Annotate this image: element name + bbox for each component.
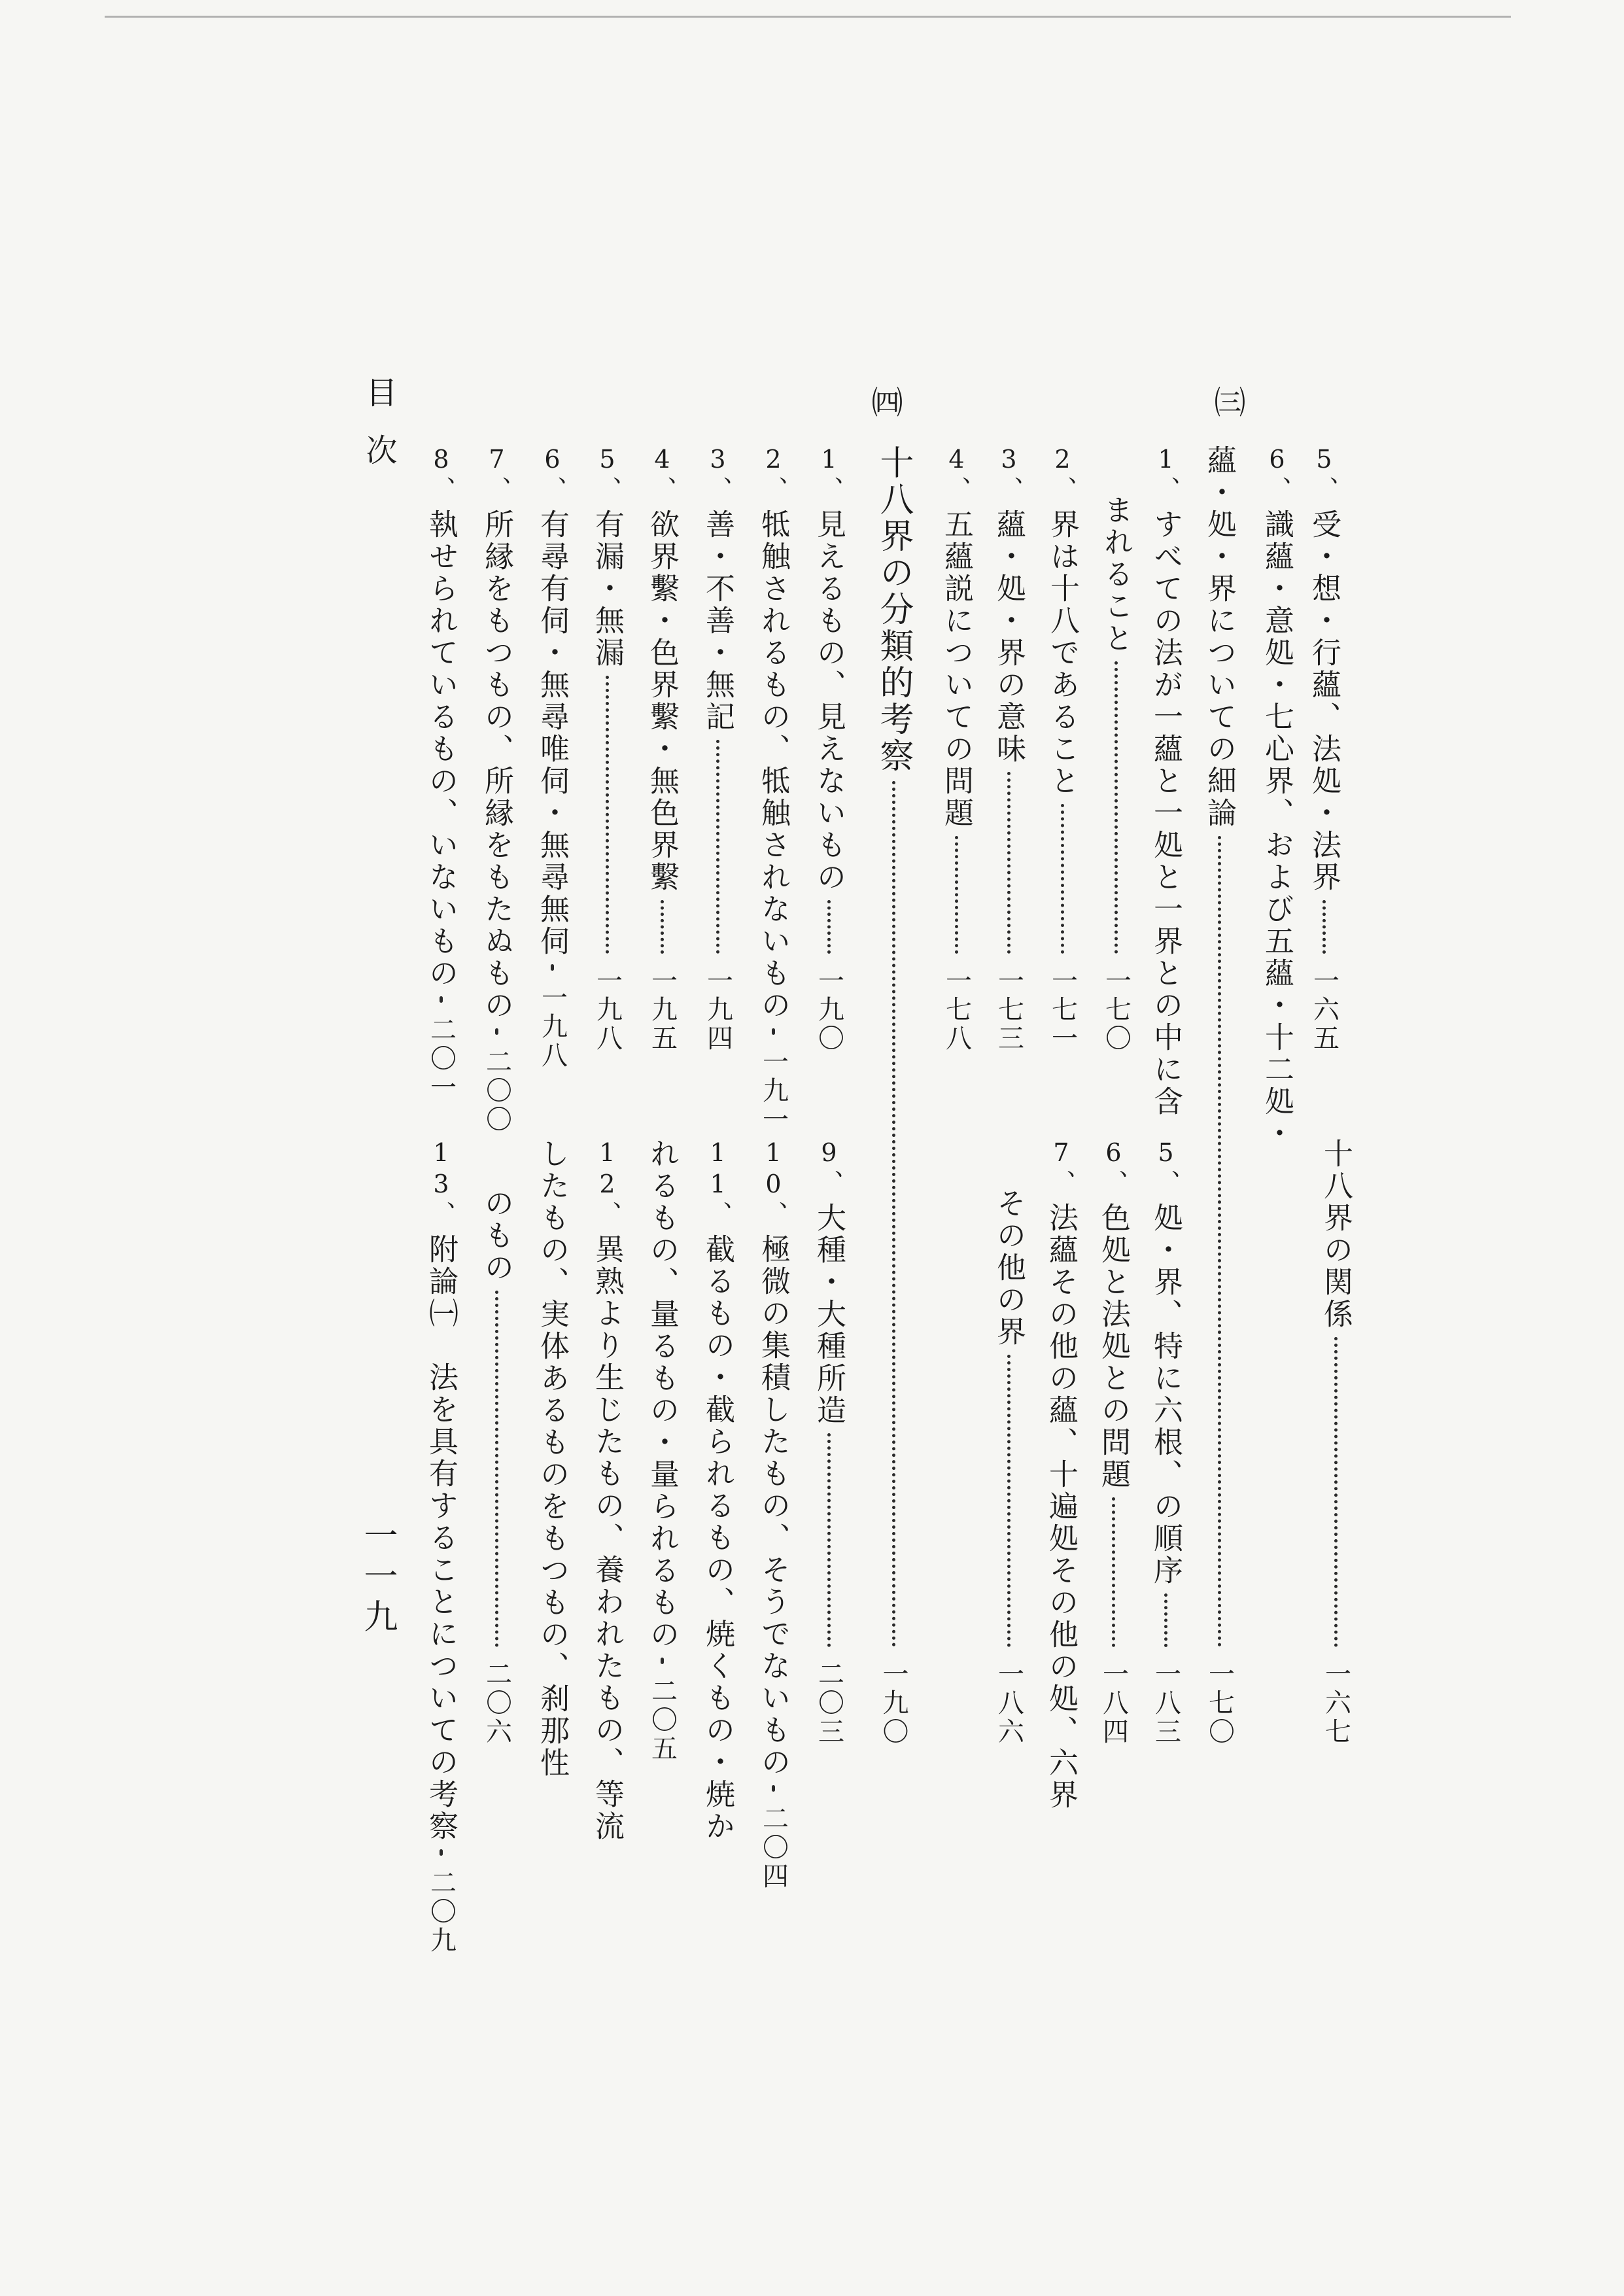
leader-dots: [440, 996, 443, 1003]
leader-dots: [772, 1028, 775, 1035]
toc-entry[interactable]: 6、 色処と法処との問題 一八四: [1096, 1138, 1131, 1747]
toc-entry[interactable]: 3、 善・不善・無記 一九四: [700, 445, 735, 1053]
leader-dots: [495, 1291, 498, 1647]
toc-entry[interactable]: 2、 牴触されるもの、牴触されないもの 一九一: [756, 445, 791, 1134]
leader-dots: [1112, 1497, 1115, 1647]
toc-entry-continuation[interactable]: まれること 一七〇: [1099, 495, 1133, 1053]
section-heading[interactable]: 蘊・処・界についての細論 一七〇: [1202, 445, 1237, 1747]
leader-dots: [661, 1658, 664, 1664]
leader-dots: [495, 1028, 498, 1035]
leader-dots: [1007, 772, 1011, 954]
leader-dots: [892, 781, 895, 1647]
toc-entry[interactable]: 11、 截るもの・截られるもの、焼くもの・焼か: [700, 1138, 735, 1843]
toc-entry-continuation[interactable]: 十八界の関係 一六七: [1319, 1138, 1353, 1747]
leader-dots: [827, 1433, 831, 1647]
toc-entry[interactable]: 1、 すべての法が一蘊と一処と一界との中に含: [1149, 445, 1183, 1118]
leader-dots: [1218, 836, 1221, 1647]
toc-entry[interactable]: 3、 蘊・処・界の意味 一七三: [992, 445, 1026, 1053]
toc-entry[interactable]: 5、 有漏・無漏 一九八: [590, 445, 625, 1053]
scan-edge-line: [105, 16, 1511, 18]
leader-dots: [606, 676, 609, 954]
toc-entry[interactable]: 1、 見えるもの、見えないもの 一九〇: [812, 445, 846, 1053]
toc-entry[interactable]: 4、 欲界繫・色界繫・無色界繫 一九五: [645, 445, 680, 1053]
leader-dots: [1322, 900, 1326, 954]
leader-dots: [1164, 1593, 1167, 1647]
toc-entry[interactable]: 2、 界は十八であること 一七一: [1045, 445, 1080, 1053]
toc-entry[interactable]: 7、 法蘊その他の蘊、十遍処その他の処、六界: [1044, 1138, 1079, 1811]
toc-entry[interactable]: 6、 有尋有伺・無尋唯伺・無尋無伺 一九八: [535, 445, 570, 1070]
leader-dots: [827, 900, 831, 954]
leader-dots: [716, 740, 719, 954]
toc-entry[interactable]: 10、 極微の集積したもの、そうでないもの 二〇四: [756, 1138, 791, 1891]
section-marker-4: ㈣: [866, 386, 903, 417]
leader-dots: [551, 964, 554, 971]
running-footer: 目次: [360, 376, 397, 491]
leader-dots: [1114, 661, 1118, 954]
leader-dots: [1334, 1337, 1338, 1647]
leader-dots: [1061, 804, 1064, 954]
toc-entry[interactable]: 9、 大種・大種所造 二〇三: [812, 1138, 846, 1747]
toc-entry[interactable]: 12、 異熟より生じたもの、養われたもの、等流: [590, 1138, 625, 1843]
leader-dots: [1007, 1355, 1011, 1647]
leader-dots: [955, 836, 958, 954]
section-marker-3: ㈢: [1209, 386, 1245, 417]
toc-entry[interactable]: 6、 識蘊・意処・七心界、および五蘊・十二処・: [1260, 445, 1294, 1150]
toc-entry[interactable]: 7、 所縁をもつもの、所縁をもたぬもの 二〇〇: [479, 445, 514, 1134]
leader-dots: [440, 1849, 443, 1856]
toc-entry[interactable]: 5、 受・想・行蘊、法処・法界 一六五: [1307, 445, 1341, 1053]
toc-entry-continuation[interactable]: したもの、実体あるものをもつもの、刹那性: [535, 1138, 570, 1779]
toc-entry[interactable]: 5、 処・界、特に六根、の順序 一八三: [1149, 1138, 1183, 1747]
toc-entry-continuation[interactable]: れるもの、量るもの・量られるもの 二〇五: [645, 1138, 680, 1764]
toc-entry[interactable]: 8、 執せられているもの、いないもの 二〇一: [424, 445, 458, 1102]
toc-entry[interactable]: 4、 五蘊説についての問題 一七八: [939, 445, 974, 1053]
section-heading[interactable]: 十八界の分類的考察 一九〇: [874, 445, 913, 1747]
toc-entry-continuation[interactable]: のもの 二〇六: [479, 1188, 514, 1747]
toc-entry-continuation[interactable]: その他の界 一八六: [992, 1188, 1026, 1747]
leader-dots: [661, 900, 664, 954]
leader-dots: [772, 1785, 775, 1792]
page-number: 一一九: [358, 1518, 397, 1639]
toc-entry[interactable]: 13、 附論㈠ 法を具有することについての考察 二〇九: [424, 1138, 458, 1955]
